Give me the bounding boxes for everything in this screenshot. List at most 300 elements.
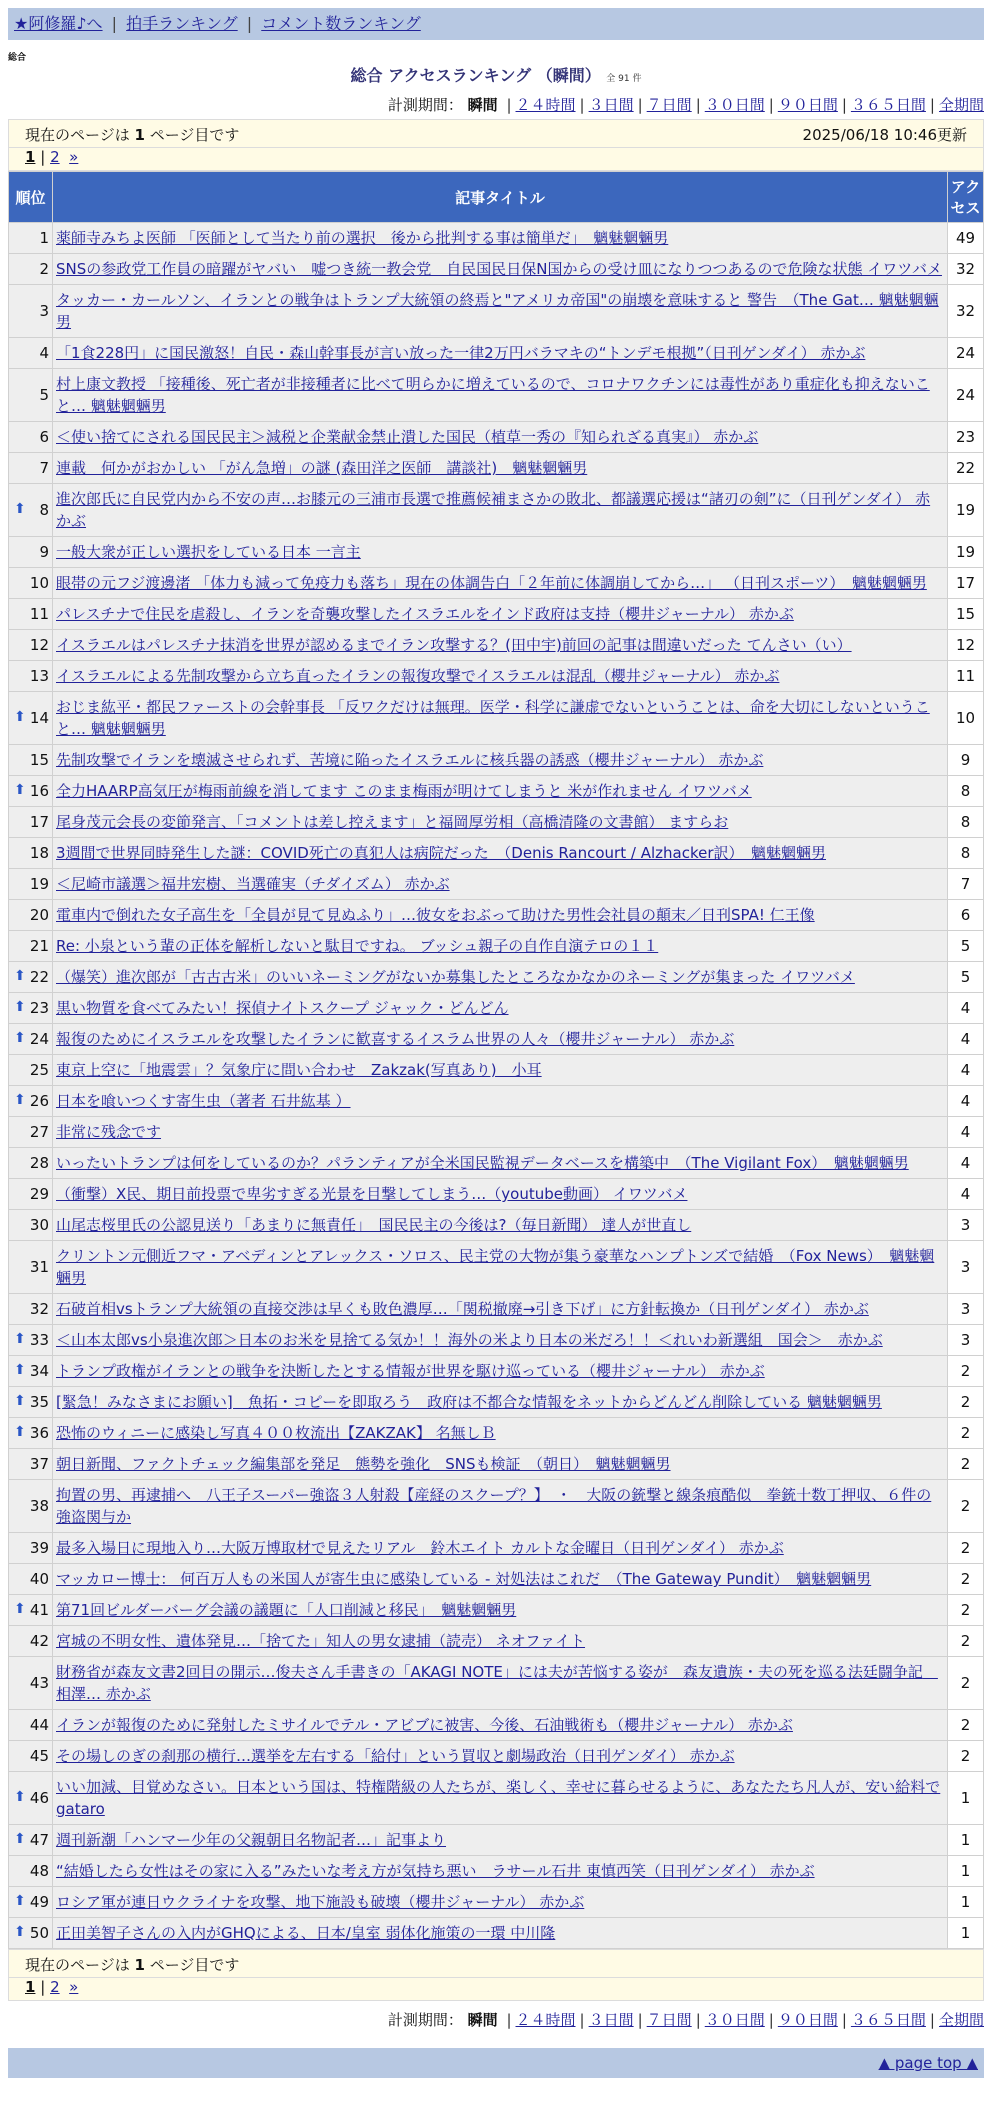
table-row xyxy=(9,1210,984,1241)
nav-separator: | xyxy=(111,14,118,33)
header-rank: 順位 xyxy=(9,172,53,223)
rank-cell xyxy=(9,338,53,369)
access-count: 22 xyxy=(948,453,984,484)
applause-ranking-link[interactable]: 拍手ランキング xyxy=(126,14,238,33)
article-title-link[interactable]: いい加減、目覚めなさい。日本という国は、特権階級の人たちが、楽しく、幸せに暮らせるように、あなたたち凡人が、安い給料で gataro xyxy=(56,1778,941,1818)
title-cell xyxy=(53,1887,948,1918)
rank-cell xyxy=(9,1387,53,1418)
table-row xyxy=(9,422,984,453)
access-count: 49 xyxy=(948,223,984,254)
rank-cell xyxy=(9,422,53,453)
title-cell xyxy=(53,338,948,369)
title-cell xyxy=(53,1856,948,1887)
period-link[interactable]: ３６５日間 xyxy=(850,96,926,114)
pager-separator: | xyxy=(40,148,46,166)
article-title-link[interactable]: イランが報復のために発射したミサイルでテル・アビブに被害、今後、石油戦術も（櫻井ジャーナル） 赤かぶ xyxy=(56,1716,793,1734)
rank-cell xyxy=(9,1533,53,1564)
rank-number: 30 xyxy=(29,1216,49,1234)
rank-cell xyxy=(9,838,53,869)
rank-number: 21 xyxy=(29,937,49,955)
table-row xyxy=(9,692,984,745)
period-separator: | xyxy=(637,96,643,114)
rank-up-arrow-icon: ⬆ xyxy=(14,999,26,1015)
article-title-link[interactable]: “結婚したら女性はその家に入る”みたいな考え方が気持ち悪い ラサール石井 東慎西笑（日刊ゲンダイ） 赤かぶ xyxy=(56,1862,815,1880)
article-title-link[interactable]: 薬師寺みちよ医師 「医師として当たり前の選択 後から批判する事は簡単だ」 魑魅魍魎男 xyxy=(56,229,669,247)
title-cell xyxy=(53,869,948,900)
rank-number: 4 xyxy=(39,344,49,362)
period-current: 瞬間 xyxy=(467,96,498,114)
title-cell xyxy=(53,1148,948,1179)
table-row xyxy=(9,838,984,869)
top-nav-bar xyxy=(8,8,984,40)
ranking-title: 総合 アクセスランキング （瞬間） xyxy=(350,66,601,85)
access-count: 4 xyxy=(948,1117,984,1148)
rank-cell xyxy=(9,537,53,568)
rank-up-arrow-icon: ⬆ xyxy=(14,1030,26,1046)
rank-number: 10 xyxy=(29,574,49,592)
article-title-link[interactable]: いったいトランプは何をしているのか？パランティアが全米国民監視データベースを構築中 （The Vigilant Fox） 魑魅魍魎男 xyxy=(56,1154,909,1172)
access-count: 19 xyxy=(948,484,984,537)
page-status-suffix: ページ目です xyxy=(149,1956,240,1974)
article-title-link[interactable]: パレスチナで住民を虐殺し、イランを奇襲攻撃したイスラエルをインド政府は支持（櫻井ジャーナル） 赤かぶ xyxy=(56,605,794,623)
title-cell xyxy=(53,1533,948,1564)
rank-cell xyxy=(9,1210,53,1241)
access-count: 32 xyxy=(948,254,984,285)
rank-up-arrow-icon: ⬆ xyxy=(14,1789,26,1805)
page-top-link[interactable]: ▲ page top ▲ xyxy=(878,2054,978,2072)
table-row xyxy=(9,369,984,422)
title-cell xyxy=(53,568,948,599)
access-count: 1 xyxy=(948,1772,984,1825)
rank-cell xyxy=(9,1179,53,1210)
table-row xyxy=(9,1055,984,1086)
table-row xyxy=(9,537,984,568)
article-title-link[interactable]: 朝日新聞、ファクトチェック編集部を発足 態勢を強化 SNSも検証 （朝日） 魑魅魍魎男 xyxy=(56,1455,671,1473)
title-cell xyxy=(53,1325,948,1356)
rank-number: 42 xyxy=(29,1632,49,1650)
page-status-number: 1 xyxy=(134,126,145,144)
article-title-link[interactable]: 電車内で倒れた女子高生を「全員が見て見ぬふり」…彼女をおぶって助けた男性会社員の顛末／日刊SPA! 仁王像 xyxy=(56,906,815,924)
title-cell xyxy=(53,900,948,931)
table-row xyxy=(9,1533,984,1564)
article-title-link[interactable]: 東京上空に「地震雲」？気象庁に問い合わせ Zakzak(写真あり) 小耳 xyxy=(56,1061,542,1079)
table-row xyxy=(9,453,984,484)
period-link[interactable]: ３０日間 xyxy=(704,96,765,114)
article-title-link[interactable]: 石破首相vsトランプ大統領の直接交渉は早くも敗色濃厚…「関税撤廃→引き下げ」に方針転換か（日刊ゲンダイ） 赤かぶ xyxy=(56,1300,869,1318)
article-title-link[interactable]: タッカー・カールソン、イランとの戦争はトランプ大統領の終焉と"アメリカ帝国"の崩壊を意味すると 警告 （The Gat… 魑魅魍魎男 xyxy=(56,291,939,331)
rank-number: 17 xyxy=(29,813,49,831)
title-cell xyxy=(53,1710,948,1741)
table-row xyxy=(9,223,984,254)
article-title-link[interactable]: 報復のためにイスラエルを攻撃したイランに歓喜するイスラム世界の人々（櫻井ジャーナル） 赤かぶ xyxy=(56,1030,735,1048)
access-count: 9 xyxy=(948,745,984,776)
access-count: 8 xyxy=(948,776,984,807)
pager-page-2[interactable]: 2 xyxy=(50,1978,60,1996)
rank-cell xyxy=(9,1626,53,1657)
rank-number: 40 xyxy=(29,1570,49,1588)
rank-number: 20 xyxy=(29,906,49,924)
access-count: 3 xyxy=(948,1294,984,1325)
title-cell xyxy=(53,223,948,254)
rank-cell xyxy=(9,1325,53,1356)
article-title-link[interactable]: 一般大衆が正しい選択をしている日本 一言主 xyxy=(56,543,361,561)
rank-cell xyxy=(9,484,53,537)
access-count: 3 xyxy=(948,1325,984,1356)
period-selector-bottom xyxy=(8,2009,984,2030)
article-title-link[interactable]: （衝撃）X民、期日前投票で卑劣すぎる光景を目撃してしまう…（youtube動画） イワツバメ xyxy=(56,1185,688,1203)
access-count: 2 xyxy=(948,1626,984,1657)
title-cell xyxy=(53,422,948,453)
table-row xyxy=(9,1741,984,1772)
pager-next[interactable]: » xyxy=(69,1978,79,1996)
access-count: 32 xyxy=(948,285,984,338)
rank-number: 35 xyxy=(29,1393,49,1411)
article-title-link[interactable]: イスラエルによる先制攻撃から立ち直ったイランの報復攻撃でイスラエルは混乱（櫻井ジャーナル） 赤かぶ xyxy=(56,667,780,685)
access-count: 4 xyxy=(948,993,984,1024)
access-count: 4 xyxy=(948,1024,984,1055)
period-link[interactable]: ９０日間 xyxy=(777,2011,838,2029)
title-cell xyxy=(53,962,948,993)
table-row xyxy=(9,1086,984,1117)
access-count: 4 xyxy=(948,1086,984,1117)
period-label: 計測期間： xyxy=(387,96,463,114)
access-count: 2 xyxy=(948,1449,984,1480)
rank-number: 49 xyxy=(29,1893,49,1911)
period-current: 瞬間 xyxy=(467,2011,498,2029)
rank-cell xyxy=(9,1772,53,1825)
rank-number: 11 xyxy=(29,605,49,623)
title-cell xyxy=(53,1055,948,1086)
period-link[interactable]: ７日間 xyxy=(646,2011,692,2029)
access-count: 2 xyxy=(948,1533,984,1564)
footer-bar xyxy=(8,2048,984,2078)
rank-cell xyxy=(9,776,53,807)
rank-cell xyxy=(9,1294,53,1325)
access-count: 11 xyxy=(948,661,984,692)
title-cell xyxy=(53,931,948,962)
title-cell xyxy=(53,1179,948,1210)
table-row xyxy=(9,776,984,807)
rank-cell xyxy=(9,1710,53,1741)
rank-number: 28 xyxy=(29,1154,49,1172)
access-count: 2 xyxy=(948,1418,984,1449)
rank-number: 6 xyxy=(39,428,49,446)
rank-cell xyxy=(9,599,53,630)
rank-number: 32 xyxy=(29,1300,49,1318)
period-link[interactable]: ３０日間 xyxy=(704,2011,765,2029)
comment-ranking-link[interactable]: コメント数ランキング xyxy=(261,14,421,33)
rank-number: 38 xyxy=(29,1497,49,1515)
article-title-link[interactable]: 先制攻撃でイランを壊滅させられず、苦境に陥ったイスラエルに核兵器の誘惑（櫻井ジャーナル） 赤かぶ xyxy=(56,751,764,769)
article-title-link[interactable]: 連載 何かがおかしい 「がん急増」の謎 (森田洋之医師 講談社) 魑魅魍魎男 xyxy=(56,459,588,477)
article-title-link[interactable]: クリントン元側近フマ・アベディンとアレックス・ソロス、民主党の大物が集う豪華なハンプトンズで結婚 （Fox News） 魑魅魍魎男 xyxy=(56,1247,935,1287)
header-title: 記事タイトル xyxy=(53,172,948,223)
period-link[interactable]: ３６５日間 xyxy=(850,2011,926,2029)
title-cell xyxy=(53,1657,948,1710)
article-title-link[interactable]: Re: 小泉という輩の正体を解析しないと駄目ですね。 ブッシュ親子の自作自演テロの１１ xyxy=(56,937,659,955)
category-label: 総合 xyxy=(8,53,27,63)
article-title-link[interactable]: 日本を喰いつくす寄生虫（著者 石井紘基 ） xyxy=(56,1092,351,1110)
rank-cell xyxy=(9,369,53,422)
pager-current: 1 xyxy=(25,148,36,166)
article-title-link[interactable]: [緊急！みなさまにお願い] 魚拓・コピーを即取ろう 政府は不都合な情報をネットからどんどん削除している 魑魅魍魎男 xyxy=(56,1393,882,1411)
ranking-heading xyxy=(8,63,984,86)
access-count: 4 xyxy=(948,1179,984,1210)
table-row xyxy=(9,869,984,900)
rank-number: 9 xyxy=(39,543,49,561)
article-title-link[interactable]: 全力HAARP高気圧が梅雨前線を消してます このまま梅雨が明けてしまうと 米が作れません イワツバメ xyxy=(56,782,752,800)
rank-number: 16 xyxy=(29,782,49,800)
article-title-link[interactable]: 「1食228円」に国民激怒！自民・森山幹事長が言い放った一律2万円バラマキの“トンデモ根拠”（日刊ゲンダイ） 赤かぶ xyxy=(56,344,866,362)
rank-number: 45 xyxy=(29,1747,49,1765)
access-count: 15 xyxy=(948,599,984,630)
access-count: 17 xyxy=(948,568,984,599)
page-status xyxy=(8,119,984,148)
table-row xyxy=(9,962,984,993)
table-row xyxy=(9,1024,984,1055)
article-title-link[interactable]: マッカロー博士： 何百万人もの米国人が寄生虫に感染している - 対処法はこれだ （The Gateway Pundit） 魑魅魍魎男 xyxy=(56,1570,872,1588)
rank-number: 8 xyxy=(39,501,49,519)
article-title-link[interactable]: 山尾志桜里氏の公認見送り「あまりに無責任」 国民民主の今後は?（毎日新聞） 達人が世直し xyxy=(56,1216,692,1234)
period-separator: | xyxy=(637,2011,643,2029)
article-title-link[interactable]: 第71回ビルダーバーグ会議の議題に「人口削減と移民」 魑魅魍魎男 xyxy=(56,1601,517,1619)
page-status-text xyxy=(25,124,239,145)
access-count: 1 xyxy=(948,1918,984,1949)
article-title-link[interactable]: 進次郎氏に自民党内から不安の声…お膝元の三浦市長選で推薦候補まさかの敗北、都議選応援は“諸刃の剣”に（日刊ゲンダイ） 赤かぶ xyxy=(56,490,931,530)
home-link[interactable]: ★阿修羅♪へ xyxy=(14,14,103,33)
rank-number: 33 xyxy=(29,1331,49,1349)
period-separator: | xyxy=(506,96,512,114)
rank-cell xyxy=(9,1024,53,1055)
article-title-link[interactable]: SNSの参政党工作員の暗躍がヤバい 嘘つき統一教会党 自民国民日保N国からの受け皿になりつつあるので危険な状態 イワツバメ xyxy=(56,260,942,278)
rank-number: 26 xyxy=(29,1092,49,1110)
pager-current: 1 xyxy=(25,1978,36,1996)
table-row xyxy=(9,1449,984,1480)
period-link[interactable]: ７日間 xyxy=(646,96,692,114)
table-row xyxy=(9,993,984,1024)
period-separator: | xyxy=(695,2011,701,2029)
rank-number: 27 xyxy=(29,1123,49,1141)
article-title-link[interactable]: 拘置の男、再逮捕へ 八王子スーパー強盗３人射殺【産経のスクープ？】 ・ 大阪の銃撃と線条痕酷似 拳銃十数丁押収、６件の強盗関与か xyxy=(56,1486,932,1526)
title-cell xyxy=(53,776,948,807)
title-cell xyxy=(53,807,948,838)
period-label: 計測期間： xyxy=(387,2011,463,2029)
table-row xyxy=(9,1626,984,1657)
rank-cell xyxy=(9,1825,53,1856)
article-title-link[interactable]: その場しのぎの刹那の横行…選挙を左右する「給付」という買収と劇場政治（日刊ゲンダイ） 赤かぶ xyxy=(56,1747,735,1765)
access-count: 5 xyxy=(948,931,984,962)
table-row xyxy=(9,1887,984,1918)
article-title-link[interactable]: 恐怖のウィニーに感染し写真４００枚流出【ZAKZAK】 名無しＢ xyxy=(56,1424,496,1442)
table-row xyxy=(9,599,984,630)
rank-number: 50 xyxy=(29,1924,49,1942)
rank-cell xyxy=(9,1595,53,1626)
pager-page-2[interactable]: 2 xyxy=(50,148,60,166)
rank-up-arrow-icon: ⬆ xyxy=(14,709,26,725)
rank-cell xyxy=(9,1564,53,1595)
access-count: 23 xyxy=(948,422,984,453)
article-title-link[interactable]: 村上康文教授 「接種後、死亡者が非接種者に比べて明らかに増えているので、コロナワクチンには毒性があり重症化も抑えないこと… 魑魅魍魎男 xyxy=(56,375,930,415)
rank-number: 19 xyxy=(29,875,49,893)
access-count: 5 xyxy=(948,962,984,993)
rank-number: 41 xyxy=(29,1601,49,1619)
rank-up-arrow-icon: ⬆ xyxy=(14,1924,26,1940)
rank-number: 14 xyxy=(29,709,49,727)
access-count: 2 xyxy=(948,1356,984,1387)
article-title-link[interactable]: ロシア軍が連日ウクライナを攻撃、地下施設も破壊（櫻井ジャーナル） 赤かぶ xyxy=(56,1893,585,1911)
period-separator: | xyxy=(579,2011,585,2029)
rank-cell xyxy=(9,745,53,776)
table-row xyxy=(9,1564,984,1595)
rank-number: 47 xyxy=(29,1831,49,1849)
table-row xyxy=(9,254,984,285)
article-title-link[interactable]: 眼帯の元フジ渡邊渚 「体力も減って免疫力も落ち」現在の体調告白「２年前に体調崩してから…」 （日刊スポーツ） 魑魅魍魎男 xyxy=(56,574,927,592)
title-cell xyxy=(53,1117,948,1148)
rank-number: 13 xyxy=(29,667,49,685)
title-cell xyxy=(53,599,948,630)
rank-cell xyxy=(9,1856,53,1887)
period-link[interactable]: 全期間 xyxy=(938,2011,984,2029)
article-title-link[interactable]: 週刊新潮「ハンマー少年の父親朝日名物記者…」記事より xyxy=(56,1831,447,1849)
access-count: 2 xyxy=(948,1710,984,1741)
rank-cell xyxy=(9,1356,53,1387)
table-row xyxy=(9,1148,984,1179)
rank-number: 46 xyxy=(29,1789,49,1807)
table-row xyxy=(9,630,984,661)
article-title-link[interactable]: ＜山本太郎vs小泉進次郎＞日本のお米を見捨てる気か！！海外の米より日本の米だろ！！＜れいわ新選組 国会＞ 赤かぶ xyxy=(56,1331,883,1349)
rank-number: 25 xyxy=(29,1061,49,1079)
period-link[interactable]: ２４時間 xyxy=(515,96,576,114)
article-title-link[interactable]: おじま紘平・都民ファーストの会幹事長 「反ワクだけは無理。医学・科学に謙虚でないということは、命を大切にしないということ… 魑魅魍魎男 xyxy=(56,698,930,738)
title-cell xyxy=(53,661,948,692)
rank-number: 1 xyxy=(39,229,49,247)
article-title-link[interactable]: 最多入場日に現地入り…大阪万博取材で見えたリアル 鈴木エイト カルトな金曜日（日刊ゲンダイ） 赤かぶ xyxy=(56,1539,784,1557)
rank-number: 23 xyxy=(29,999,49,1017)
title-cell xyxy=(53,1387,948,1418)
pager-separator: | xyxy=(40,1978,46,1996)
period-link[interactable]: ３日間 xyxy=(588,2011,634,2029)
rank-number: 7 xyxy=(39,459,49,477)
table-row xyxy=(9,1117,984,1148)
period-separator: | xyxy=(841,96,847,114)
article-title-link[interactable]: 財務省が森友文書2回目の開示…俊夫さん手書きの「AKAGI NOTE」には夫が苦悩する姿が 森友遺族・夫の死を巡る法廷闘争記 相澤… 赤かぶ xyxy=(56,1663,938,1703)
title-cell xyxy=(53,484,948,537)
table-row xyxy=(9,1294,984,1325)
article-title-link[interactable]: ＜使い捨てにされる国民民主＞減税と企業献金禁止潰した国民（植草一秀の『知られざる真実』） 赤かぶ xyxy=(56,428,759,446)
table-row xyxy=(9,1179,984,1210)
period-separator: | xyxy=(768,96,774,114)
title-cell xyxy=(53,1626,948,1657)
page-status-number: 1 xyxy=(134,1956,145,1974)
title-cell xyxy=(53,745,948,776)
period-link[interactable]: ３日間 xyxy=(588,96,634,114)
article-title-link[interactable]: トランプ政権がイランとの戦争を決断したとする情報が世界を駆け巡っている（櫻井ジャーナル） 赤かぶ xyxy=(56,1362,765,1380)
rank-cell xyxy=(9,807,53,838)
article-title-link[interactable]: 宮城の不明女性、遺体発見…「捨てた」知人の男女逮捕（読売） ネオファイト xyxy=(56,1632,586,1650)
title-cell xyxy=(53,1294,948,1325)
article-title-link[interactable]: 正田美智子さんの入内がGHQによる、日本/皇室 弱体化施策の一環 中川隆 xyxy=(56,1924,556,1942)
rank-cell xyxy=(9,630,53,661)
rank-number: 29 xyxy=(29,1185,49,1203)
period-separator: | xyxy=(768,2011,774,2029)
table-row xyxy=(9,745,984,776)
title-cell xyxy=(53,254,948,285)
rank-number: 37 xyxy=(29,1455,49,1473)
article-title-link[interactable]: イスラエルはパレスチナ抹消を世界が認めるまでイラン攻撃する？(田中宇)前回の記事は間違いだった てんさい（い） xyxy=(56,636,852,654)
ranking-count: 全 91 件 xyxy=(606,74,642,84)
table-row xyxy=(9,1657,984,1710)
table-row xyxy=(9,1241,984,1294)
table-row xyxy=(9,1710,984,1741)
pager-next[interactable]: » xyxy=(69,148,79,166)
rank-cell xyxy=(9,1449,53,1480)
title-cell xyxy=(53,1772,948,1825)
rank-number: 43 xyxy=(29,1674,49,1692)
rank-cell xyxy=(9,1741,53,1772)
article-title-link[interactable]: 尾身茂元会長の変節発言、「コメントは差し控えます」と福岡厚労相（高橋清隆の文書館） ますらお xyxy=(56,813,729,831)
rank-number: 48 xyxy=(29,1862,49,1880)
table-row xyxy=(9,338,984,369)
article-title-link[interactable]: 3週間で世界同時発生した謎：COVID死亡の真犯人は病院だった （Denis Rancourt / Alzhacker訳） 魑魅魍魎男 xyxy=(56,844,826,862)
title-cell xyxy=(53,1356,948,1387)
rank-number: 5 xyxy=(39,386,49,404)
article-title-link[interactable]: 黒い物質を食べてみたい！探偵ナイトスクープ ジャック・どんどん xyxy=(56,999,509,1017)
title-cell xyxy=(53,838,948,869)
article-title-link[interactable]: ＜尼崎市議選＞福井宏樹、当選確実（チダイズム） 赤かぶ xyxy=(56,875,450,893)
period-link[interactable]: ９０日間 xyxy=(777,96,838,114)
article-title-link[interactable]: （爆笑）進次郎が「古古古米」のいいネーミングがないか募集したところなかなかのネーミングが集まった イワツバメ xyxy=(56,968,855,986)
rank-cell xyxy=(9,568,53,599)
title-cell xyxy=(53,1086,948,1117)
access-count: 4 xyxy=(948,1148,984,1179)
access-count: 8 xyxy=(948,807,984,838)
rank-cell xyxy=(9,993,53,1024)
rank-cell xyxy=(9,962,53,993)
rank-up-arrow-icon: ⬆ xyxy=(14,1092,26,1108)
rank-number: 44 xyxy=(29,1716,49,1734)
period-link[interactable]: 全期間 xyxy=(938,96,984,114)
page-status-suffix: ページ目です xyxy=(149,126,240,144)
table-row xyxy=(9,1856,984,1887)
title-cell xyxy=(53,1918,948,1949)
table-row xyxy=(9,1772,984,1825)
rank-cell xyxy=(9,453,53,484)
title-cell xyxy=(53,630,948,661)
period-separator: | xyxy=(929,2011,935,2029)
rank-up-arrow-icon: ⬆ xyxy=(14,1831,26,1847)
table-row xyxy=(9,931,984,962)
access-count: 1 xyxy=(948,1887,984,1918)
rank-up-arrow-icon: ⬆ xyxy=(14,1424,26,1440)
access-count: 3 xyxy=(948,1241,984,1294)
nav-separator: | xyxy=(246,14,253,33)
period-separator: | xyxy=(841,2011,847,2029)
rank-cell xyxy=(9,931,53,962)
period-link[interactable]: ２４時間 xyxy=(515,2011,576,2029)
rank-cell xyxy=(9,1086,53,1117)
rank-cell xyxy=(9,1480,53,1533)
article-title-link[interactable]: 非常に残念です xyxy=(56,1123,162,1141)
ranking-table xyxy=(8,171,984,1949)
rank-up-arrow-icon: ⬆ xyxy=(14,1362,26,1378)
period-separator: | xyxy=(506,2011,512,2029)
page-status-text xyxy=(25,1954,239,1975)
access-count: 1 xyxy=(948,1825,984,1856)
page-status-prefix: 現在のページは xyxy=(25,126,130,144)
title-cell xyxy=(53,1564,948,1595)
table-row xyxy=(9,1595,984,1626)
rank-number: 34 xyxy=(29,1362,49,1380)
